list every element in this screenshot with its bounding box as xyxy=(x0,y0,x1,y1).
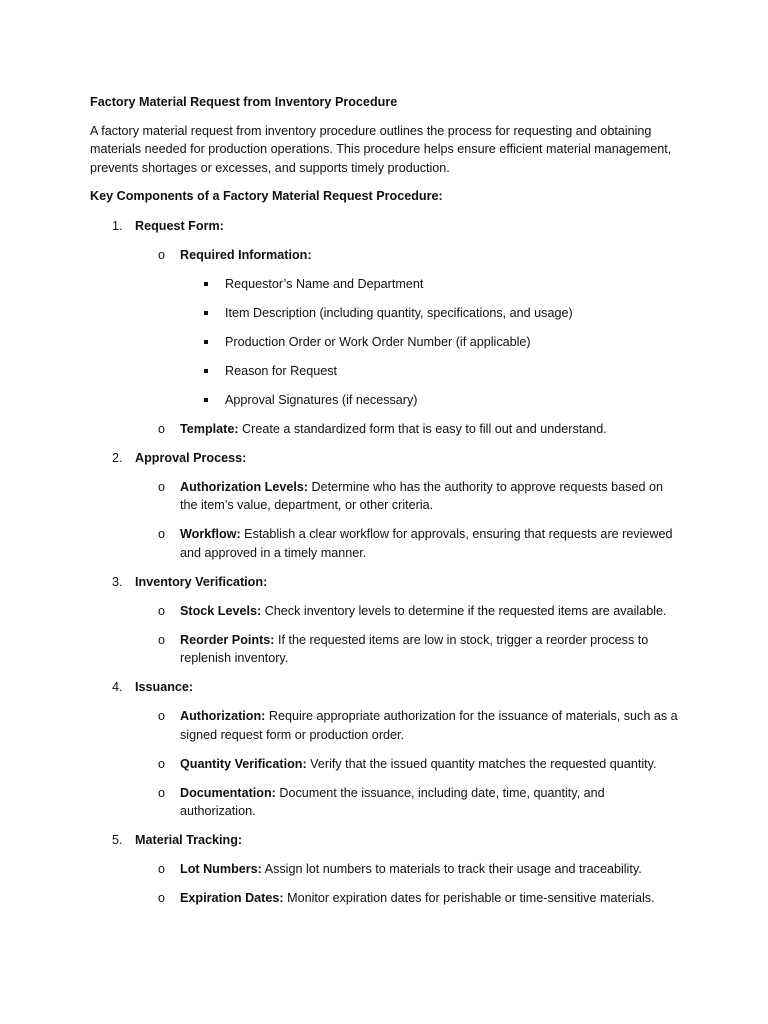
list-item xyxy=(90,889,682,908)
list-item xyxy=(90,246,682,265)
square-bullet-icon xyxy=(204,311,208,315)
circle-bullet-icon: o xyxy=(158,785,166,800)
circle-bullet-icon: o xyxy=(158,479,166,494)
subitem-text: Item Description (including quantity, specifications, and usage) xyxy=(225,305,573,320)
item-lead: Reorder Points: xyxy=(180,632,275,647)
circle-bullet-icon: o xyxy=(158,527,166,541)
item-text: Verify that the issued quantity matches the requested quantity. xyxy=(306,756,657,771)
item-lead: Workflow: xyxy=(180,527,241,541)
item-lead: Template: xyxy=(180,421,239,436)
document-page xyxy=(90,93,682,918)
section-heading: Material Tracking: xyxy=(135,833,243,847)
item-text: Assign lot numbers to materials to track their usage and traceability. xyxy=(261,862,642,876)
list-subitem xyxy=(90,362,682,381)
list-subitem xyxy=(90,304,682,323)
section-heading: Request Form: xyxy=(135,218,224,233)
circle-bullet-icon: o xyxy=(158,862,166,876)
section-heading: Approval Process: xyxy=(135,450,247,465)
list-subitem xyxy=(90,391,682,410)
key-components-heading: Key Components of a Factory Material Request Procedure: xyxy=(90,189,443,203)
circle-bullet-icon: o xyxy=(158,709,166,723)
item-text: Create a standardized form that is easy to fill out and understand. xyxy=(238,421,607,436)
square-bullet-icon xyxy=(204,340,208,344)
list-item xyxy=(90,420,682,439)
square-bullet-icon xyxy=(204,369,208,373)
item-lead: Lot Numbers: xyxy=(180,862,262,876)
section-request-form xyxy=(90,217,682,236)
intro-paragraph: A factory material request from inventory procedure outlines the process for requesting and obtaining materials needed for production operations. This procedure helps ensure efficient material management, prevents shortages or excesses, and supports timely production. xyxy=(90,123,672,175)
item-lead: Authorization: xyxy=(180,709,266,723)
item-lead: Quantity Verification: xyxy=(180,756,307,771)
item-text: Document the issuance, including date, time, quantity, and authorization. xyxy=(180,785,605,818)
list-subitem xyxy=(90,333,682,352)
circle-bullet-icon: o xyxy=(158,603,166,618)
circle-bullet-icon: o xyxy=(158,891,166,905)
subitem-text: Requestor’s Name and Department xyxy=(225,276,424,291)
section-heading: Issuance: xyxy=(135,680,194,694)
square-bullet-icon xyxy=(204,282,208,286)
item-lead: Authorization Levels: xyxy=(180,479,309,494)
circle-bullet-icon: o xyxy=(158,756,166,771)
list-item xyxy=(90,707,682,744)
section-issuance xyxy=(90,678,682,697)
item-lead: Required Information: xyxy=(180,247,312,262)
section-number: 2. xyxy=(112,450,123,465)
section-inventory-verification xyxy=(90,573,682,592)
item-lead: Expiration Dates: xyxy=(180,891,284,905)
list-item xyxy=(90,631,682,668)
list-item xyxy=(90,478,682,515)
item-text: Monitor expiration dates for perishable or time-sensitive materials. xyxy=(283,891,655,905)
list-item xyxy=(90,755,682,774)
item-text: Determine who has the authority to approve requests based on the item’s value, department, or other criteria. xyxy=(180,479,663,512)
item-lead: Documentation: xyxy=(180,785,276,800)
item-text: Check inventory levels to determine if the requested items are available. xyxy=(261,603,667,618)
list-item xyxy=(90,860,682,879)
section-number: 4. xyxy=(112,680,123,694)
circle-bullet-icon: o xyxy=(158,632,166,647)
item-text: If the requested items are low in stock, trigger a reorder process to replenish inventory. xyxy=(180,632,649,665)
subitem-text: Approval Signatures (if necessary) xyxy=(225,392,418,407)
list-item xyxy=(90,602,682,621)
circle-bullet-icon: o xyxy=(158,247,166,262)
section-number: 5. xyxy=(112,833,123,847)
list-item xyxy=(90,784,682,821)
circle-bullet-icon: o xyxy=(158,421,166,436)
list-item xyxy=(90,525,682,562)
section-heading: Inventory Verification: xyxy=(135,574,268,589)
section-approval-process xyxy=(90,449,682,468)
subitem-text: Reason for Request xyxy=(225,363,338,378)
section-number: 3. xyxy=(112,574,123,589)
square-bullet-icon xyxy=(204,398,208,402)
item-text: Require appropriate authorization for the issuance of materials, such as a signed request form or production order. xyxy=(180,709,678,742)
section-number: 1. xyxy=(112,218,123,233)
section-material-tracking xyxy=(90,831,682,850)
document-title: Factory Material Request from Inventory Procedure xyxy=(90,95,398,109)
list-subitem xyxy=(90,275,682,294)
item-lead: Stock Levels: xyxy=(180,603,262,618)
item-text: Establish a clear workflow for approvals, ensuring that requests are reviewed and approved in a timely manner. xyxy=(180,527,673,560)
subitem-text: Production Order or Work Order Number (if applicable) xyxy=(225,334,531,349)
